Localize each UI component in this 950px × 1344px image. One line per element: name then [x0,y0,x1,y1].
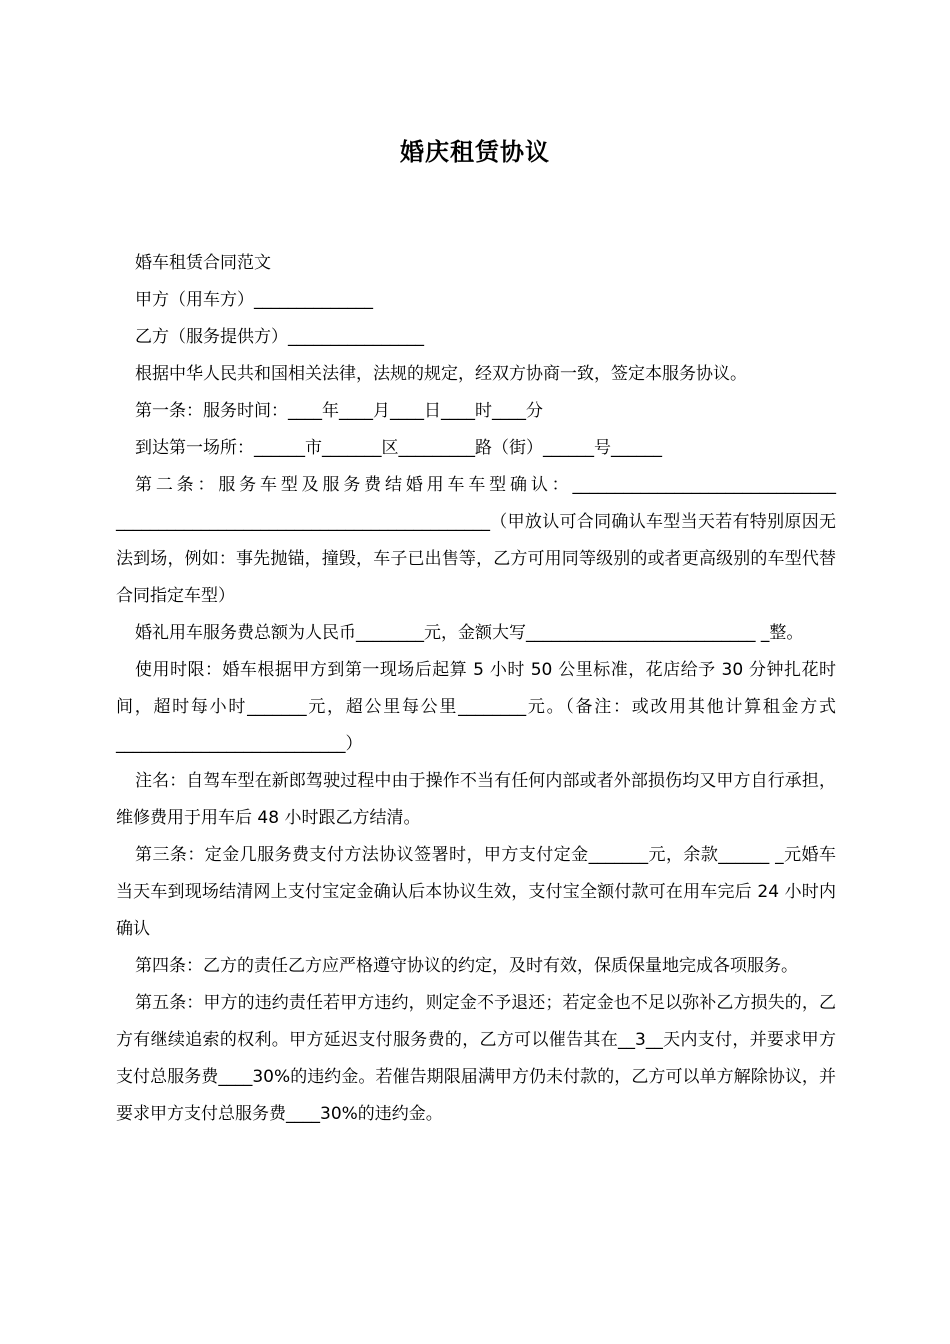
paragraph-usage-limit: 使用时限：婚车根据甲方到第一现场后起算 5 小时 50 公里标准，花店给予 30 分钟扎花时间，超时每小时_______元，超公里每公里________元。（备注：或改用其他计算租金方式___________________________） [116,660,836,754]
paragraph-first-location: 到达第一场所：______市_______区_________路（街）______号______ [135,438,662,458]
paragraph-party-a: 甲方（用车方）______________ [135,290,373,310]
paragraph-article-4: 第四条：乙方的责任乙方应严格遵守协议的约定，及时有效，保质保量地完成各项服务。 [135,956,798,976]
paragraph-article-1: 第一条：服务时间：____年____月____日____时____分 [135,401,543,421]
document-title: 婚庆租赁协议 [400,138,550,166]
paragraph-total-fee: 婚礼用车服务费总额为人民币________元，金额大写___________________________ _整。 [135,623,804,643]
paragraph-note: 注名：自驾车型在新郎驾驶过程中由于操作不当有任何内部或者外部损伤均又甲方自行承担，维修费用于用车后 48 小时跟乙方结清。 [116,771,836,828]
paragraph-article-5: 第五条：甲方的违约责任若甲方违约，则定金不予退还；若定金也不足以弥补乙方损失的，乙方有继续追索的权利。甲方延迟支付服务费的，乙方可以催告其在__3__天内支付，并要求甲方支付总服务费____30%的违约金。若催告期限届满甲方仍未付款的，乙方可以单方解除协议，并要求甲方支付总服务费____30%的违约金。 [116,993,836,1124]
paragraph-intro: 婚车租赁合同范文 [135,253,271,273]
paragraph-party-b: 乙方（服务提供方）________________ [135,327,424,347]
paragraph-article-3: 第三条：定金几服务费支付方法协议签署时，甲方支付定金_______元，余款______ _元婚车当天车到现场结清网上支付宝定金确认后本协议生效，支付宝全额付款可在用车完后 24 小时内确认 [116,845,836,939]
paragraph-article-2: 第二条：服务车型及服务费结婚用车车型确认：_______________________________ ____________________________________________（甲放认可合同确认车型当天若有特别原因无法到场，例如：事先抛锚，撞毁，车子已出售等，乙方可用同等级别的或者更高级别的车型代替合同指定车型） [116,475,836,606]
paragraph-basis: 根据中华人民共和国相关法律，法规的规定，经双方协商一致，签定本服务协议。 [135,364,747,384]
document-body [116,245,836,1133]
